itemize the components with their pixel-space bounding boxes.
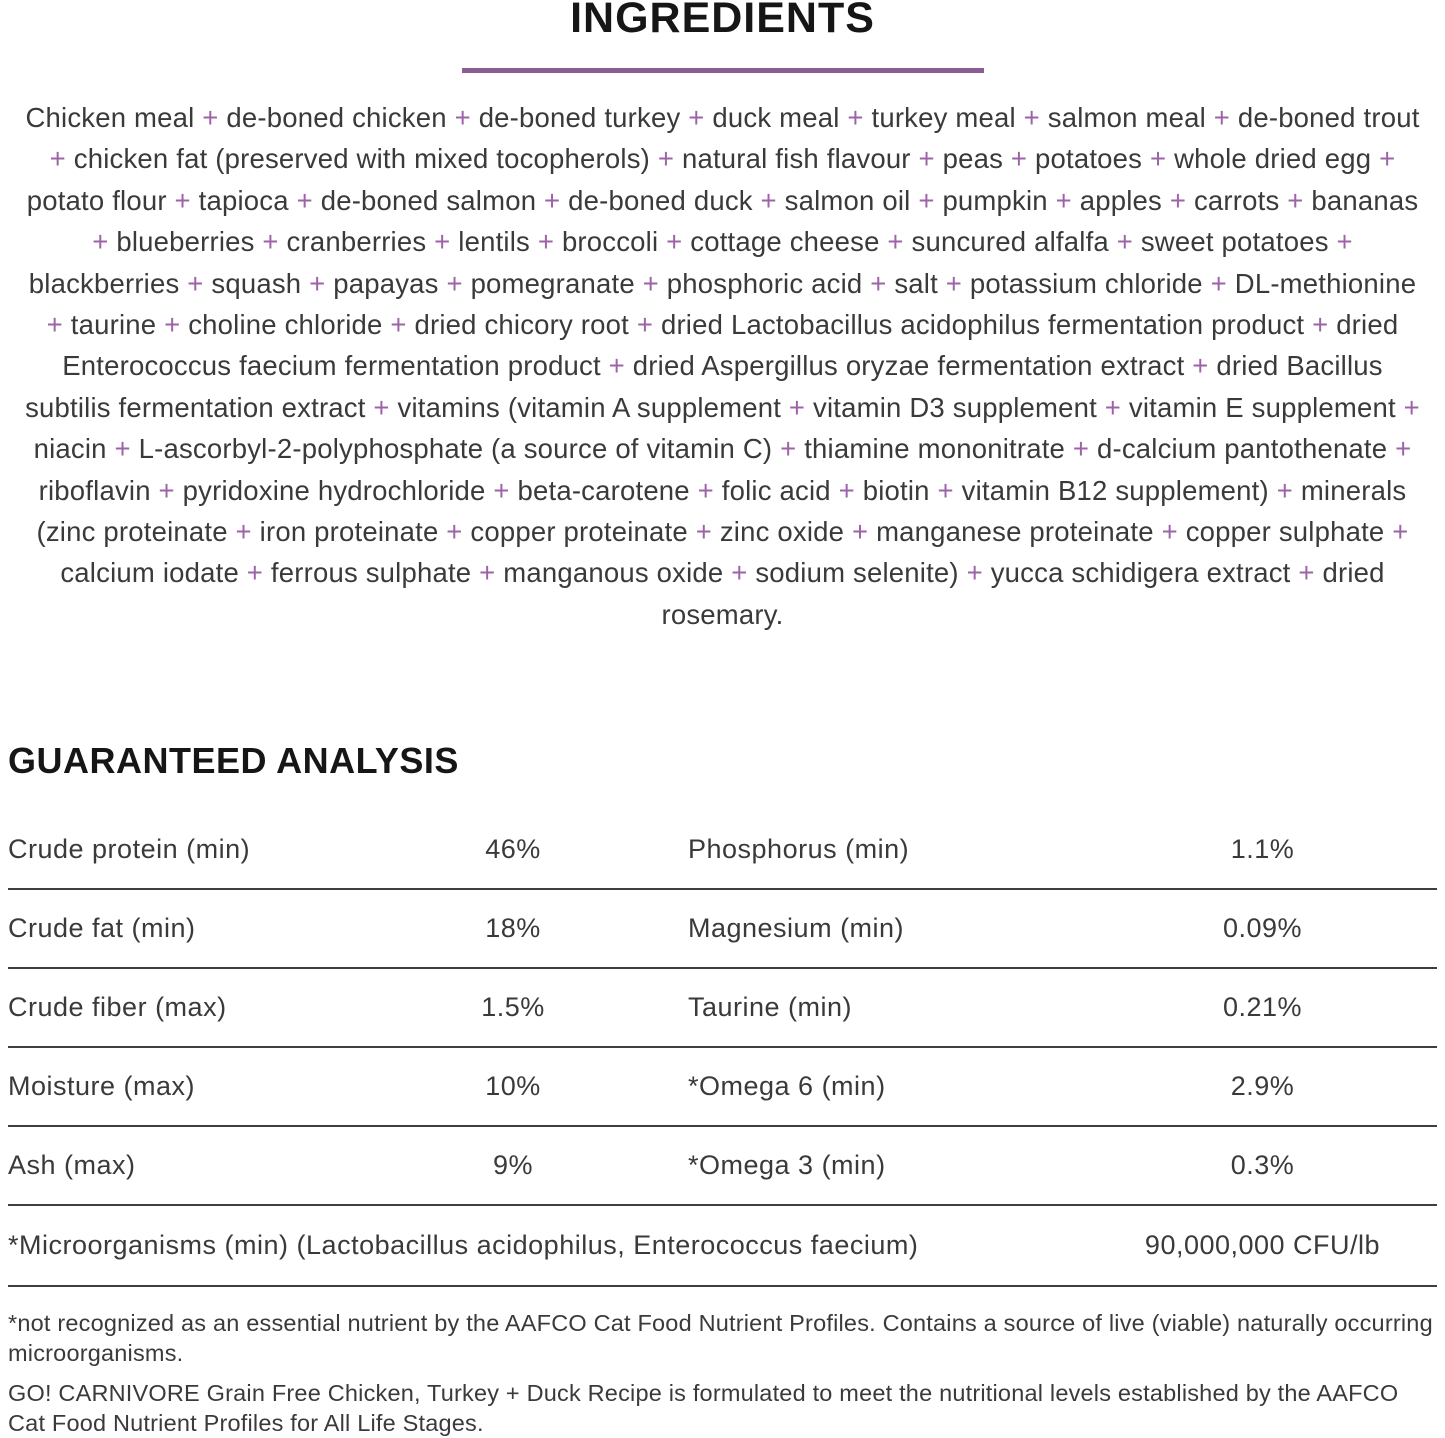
plus-separator: + (438, 267, 471, 299)
analysis-value-right: 1.1% (1230, 834, 1295, 864)
plus-separator: + (156, 309, 189, 341)
plus-separator: + (301, 267, 334, 299)
plus-separator: + (687, 516, 720, 548)
plus-separator: + (650, 143, 682, 175)
plus-separator: + (536, 184, 569, 216)
plus-separator: + (634, 267, 667, 299)
plus-separator: + (1153, 516, 1186, 548)
analysis-row (8, 969, 1437, 1048)
plus-separator: + (600, 350, 633, 382)
analysis-value-left: 1.5% (481, 992, 545, 1022)
plus-separator: + (629, 309, 661, 341)
plus-separator: + (1371, 143, 1396, 175)
plus-separator: + (529, 226, 562, 258)
plus-separator: + (227, 516, 260, 548)
analysis-row (8, 1048, 1437, 1127)
plus-separator: + (658, 226, 691, 258)
analysis-value-left: 46% (485, 834, 541, 864)
plus-separator: + (862, 267, 895, 299)
plus-separator: + (166, 184, 199, 216)
analysis-label-right: *Omega 6 (min) (688, 1071, 886, 1101)
plus-separator: + (910, 184, 943, 216)
plus-separator: + (1162, 184, 1194, 216)
analysis-row-microorganisms (8, 1206, 1437, 1287)
plus-separator: + (446, 102, 479, 133)
analysis-label-right: Taurine (min) (688, 992, 853, 1022)
plus-separator: + (1328, 226, 1353, 258)
guaranteed-analysis-title: GUARANTEED ANALYSIS (8, 740, 459, 781)
guaranteed-analysis-table (8, 811, 1437, 1287)
plus-separator: + (150, 474, 183, 506)
plus-separator: + (830, 474, 863, 506)
analysis-label-right: Phosphorus (min) (688, 834, 910, 864)
analysis-value-left: 9% (492, 1150, 534, 1180)
plus-separator: + (365, 391, 398, 423)
analysis-label-microorganisms: *Microorganisms (min) (Lactobacillus acidophilus, Enterococcus faecium) (8, 1230, 919, 1260)
title-underline-rule (462, 68, 984, 73)
plus-separator: + (49, 143, 74, 175)
plus-separator: + (929, 474, 962, 506)
analysis-value-right: 2.9% (1230, 1071, 1295, 1101)
footnote-aafco-nutrient: *not recognized as an essential nutrient by the AAFCO Cat Food Nutrient Profiles. Contains a source of live (viable) naturally occurring microorganisms. (8, 1310, 1433, 1366)
plus-separator: + (1387, 433, 1412, 465)
plus-separator: + (958, 557, 991, 589)
plus-separator: + (1304, 309, 1337, 341)
analysis-label-left: Crude fiber (max) (8, 992, 227, 1022)
plus-separator: + (485, 474, 518, 506)
plus-separator: + (844, 516, 877, 548)
plus-separator: + (426, 226, 459, 258)
plus-separator: + (839, 102, 872, 133)
plus-separator: + (106, 433, 139, 465)
plus-separator: + (772, 433, 805, 465)
plus-separator: + (92, 226, 117, 258)
analysis-value-right: 0.3% (1230, 1150, 1295, 1180)
plus-separator: + (238, 557, 271, 589)
plus-separator: + (752, 184, 785, 216)
analysis-value-left: 10% (485, 1071, 541, 1101)
ingredients-title: INGREDIENTS (570, 0, 875, 42)
plus-separator: + (288, 184, 321, 216)
plus-separator: + (1290, 557, 1323, 589)
analysis-label-left: Ash (max) (8, 1150, 136, 1180)
plus-separator: + (1065, 433, 1097, 465)
analysis-row (8, 890, 1437, 969)
plus-separator: + (1096, 391, 1129, 423)
plus-separator: + (1184, 350, 1217, 382)
plus-separator: + (1268, 474, 1301, 506)
analysis-label-right: *Omega 3 (min) (688, 1150, 886, 1180)
plus-separator: + (937, 267, 970, 299)
plus-separator: + (1003, 143, 1036, 175)
plus-separator: + (879, 226, 912, 258)
plus-separator: + (471, 557, 504, 589)
plus-separator: + (1202, 267, 1235, 299)
plus-separator: + (194, 102, 227, 133)
plus-separator: + (1015, 102, 1048, 133)
plus-separator: + (723, 557, 756, 589)
plus-separator: + (1205, 102, 1238, 133)
analysis-label-left: Crude protein (min) (8, 834, 251, 864)
plus-separator: + (1047, 184, 1080, 216)
plus-separator: + (680, 102, 713, 133)
analysis-row (8, 1127, 1437, 1206)
footnote-formulation-statement: GO! CARNIVORE Grain Free Chicken, Turkey + Duck Recipe is formulated to meet the nutritional levels established by the AAFCO Cat Food Nutrient Profiles for All Life Stages. (8, 1380, 1399, 1436)
analysis-value-microorganisms: 90,000,000 CFU/lb (1144, 1230, 1381, 1260)
analysis-label-right: Magnesium (min) (688, 913, 905, 943)
plus-separator: + (382, 309, 415, 341)
plus-separator: + (1384, 516, 1409, 548)
plus-separator: + (781, 391, 814, 423)
analysis-value-right: 0.09% (1222, 913, 1303, 943)
analysis-label-left: Moisture (max) (8, 1071, 196, 1101)
plus-separator: + (254, 226, 287, 258)
plus-separator: + (46, 309, 71, 341)
plus-separator: + (689, 474, 722, 506)
plus-separator: + (438, 516, 471, 548)
analysis-value-left: 18% (485, 913, 541, 943)
plus-separator: + (1279, 184, 1312, 216)
plus-separator: + (1108, 226, 1141, 258)
ingredients-paragraph: Chicken meal + de-boned chicken + de-boned turkey + duck meal + turkey meal + salmon meal + de-boned trout + chicken fat (preserved with mixed tocopherols) + natural fish flavour + peas + potatoes + whole dried egg + potato flour + tapioca + de-boned salmon + de-boned duck + salmon oil + pumpkin + apples + carrots + bananas + blueberries + cranberries + lentils + broccoli + cottage cheese + suncured alfalfa + sweet potatoes + blackberries + squash + papayas + pomegranate + phosphoric acid + salt + potassium chloride + DL-methionine + taurine + choline chloride + dried chicory root + dried Lactobacillus acidophilus fermentation product + dried Enterococcus faecium fermentation product + dried Aspergillus oryzae fermentation extract + dried Bacillus subtilis fermentation extract + vitamins (vitamin A supplement + vitamin D3 supplement + vitamin E supplement + niacin + L-ascorbyl-2-polyphosphate (a source of vitamin C) + thiamine mononitrate + d-calcium pantothenate + riboflavin + pyridoxine hydrochloride + beta-carotene + folic acid + biotin + vitamin B12 supplement) + minerals (zinc proteinate + iron proteinate + copper proteinate + zinc oxide + manganese proteinate + copper sulphate + calcium iodate + ferrous sulphate + manganous oxide + sodium selenite) + yucca schidigera extract + dried rosemary. (25, 102, 1420, 630)
plus-separator: + (1395, 391, 1420, 423)
plus-separator: + (910, 143, 943, 175)
analysis-row (8, 811, 1437, 890)
plus-separator: + (179, 267, 212, 299)
analysis-value-right: 0.21% (1222, 992, 1303, 1022)
plus-separator: + (1142, 143, 1175, 175)
analysis-label-left: Crude fat (min) (8, 913, 196, 943)
